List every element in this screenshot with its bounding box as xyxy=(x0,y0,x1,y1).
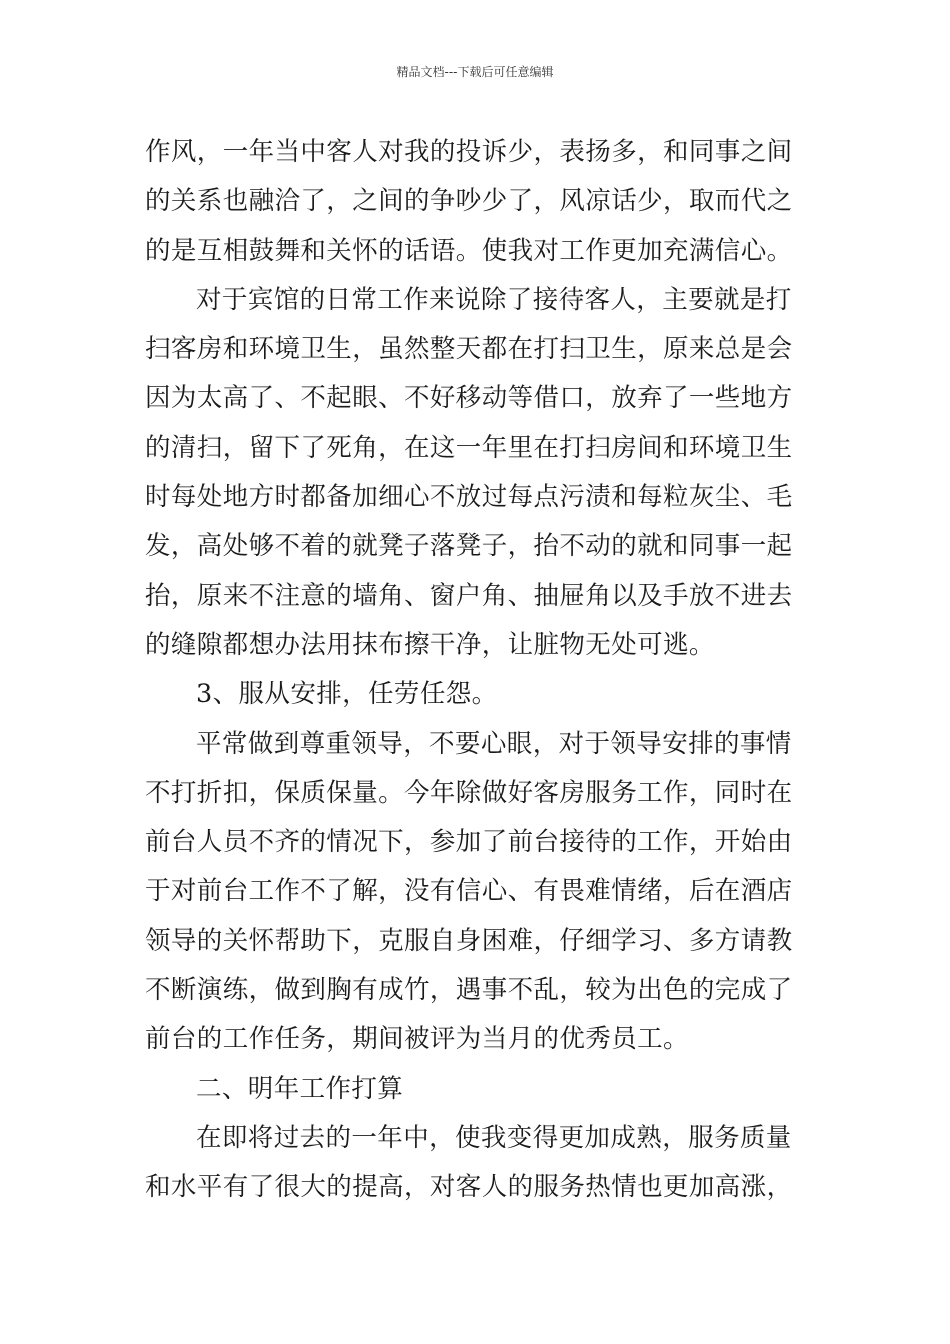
text-line: 前台人员不齐的情况下，参加了前台接待的工作，开始由 xyxy=(145,827,793,858)
text-line: 的缝隙都想办法用抹布擦干净，让脏物无处可逃。 xyxy=(145,629,715,660)
page-header: 精品文档---下载后可任意编辑 xyxy=(396,65,554,79)
text-line: 抬，原来不注意的墙角、窗户角、抽屉角以及手放不进去 xyxy=(145,580,793,611)
text-line: 发，高处够不着的就凳子落凳子，抬不动的就和同事一起 xyxy=(145,531,793,562)
text-line: 扫客房和环境卫生，虽然整天都在打扫卫生，原来总是会 xyxy=(145,334,793,365)
text-line: 不打折扣，保质保量。今年除做好客房服务工作，同时在 xyxy=(145,777,793,808)
paragraph-start-line: 在即将过去的一年中，使我变得更加成熟，服务质量 xyxy=(196,1122,792,1153)
text-line: 时每处地方时都备加细心不放过每点污渍和每粒灰尘、毛 xyxy=(145,482,793,513)
text-line: 的是互相鼓舞和关怀的话语。使我对工作更加充满信心。 xyxy=(145,235,793,266)
text-line: 领导的关怀帮助下，克服自身困难，仔细学习、多方请教 xyxy=(145,925,793,956)
text-line: 因为太高了、不起眼、不好移动等借口，放弃了一些地方 xyxy=(145,383,793,414)
text-line: 不断演练，做到胸有成竹，遇事不乱，较为出色的完成了 xyxy=(145,975,793,1006)
section-heading: 二、明年工作打算 xyxy=(196,1073,404,1104)
text-line: 的清扫，留下了死角，在这一年里在打扫房间和环境卫生 xyxy=(145,432,793,463)
text-line: 作风，一年当中客人对我的投诉少，表扬多，和同事之间 xyxy=(145,137,793,167)
text-line: 于对前台工作不了解，没有信心、有畏难情绪，后在酒店 xyxy=(145,876,793,907)
text-line: 前台的工作任务，期间被评为当月的优秀员工。 xyxy=(145,1024,689,1055)
text-line: 和水平有了很大的提高，对客人的服务热情也更加高涨， xyxy=(145,1172,793,1203)
text-line: 的关系也融洽了，之间的争吵少了，风凉话少，取而代之 xyxy=(145,186,793,217)
paragraph-start-line: 平常做到尊重领导，不要心眼，对于领导安排的事情 xyxy=(196,728,792,759)
document-body xyxy=(145,128,807,1213)
section-heading: 3、服从安排，任劳任怨。 xyxy=(196,679,498,710)
paragraph-start-line: 对于宾馆的日常工作来说除了接待客人，主要就是打 xyxy=(196,284,792,315)
